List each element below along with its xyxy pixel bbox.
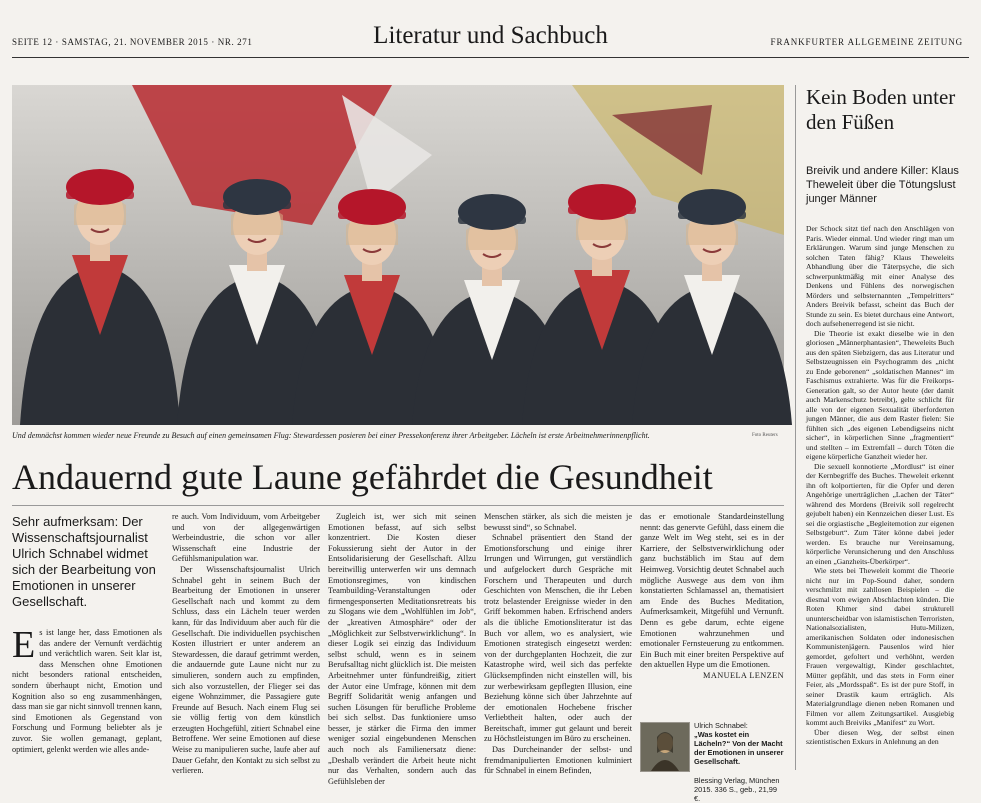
hat-icon [223,179,291,215]
column-2-para-2: Der Wissenschaftsjournalist Ulrich Schnabel geht in seinem Buch der Bearbeitung der Emotionen in unserer Gesellschaft nach und kommt zu dem Schluss, dass ein Lächeln teuer werden kann, für das Individuum aber auch für die Gesellschaft. Die individuellen psychischen Kosten illustriert er unter anderem an Stewardessen, die darauf getrimmt werden, die andauernde gute Laune nicht nur zu simulieren, sondern auch zu empfinden, sich also vorzustellen, der Flieger sei das eigene Wohnzimmer, die Passagiere gute Freunde auf Besuch. Nach einem Flug sei sie völlig fertig von dem künstlich erzeugten Hochgefühl, zitiert Schnabel eine Betroffene. Wer seine Emotionen auf diese Weise zu manipulieren suche, laufe aber auf Dauer Gefahr, den Kontakt zu sich selbst zu verlieren. [172,564,320,776]
hat-icon [458,194,526,230]
hat-icon [338,189,406,225]
side-para-1: Der Schock sitzt tief nach den Anschlägen von Paris. Wieder einmal. Und wieder ringt man um Erklärungen. Warum sind junge Menschen zu solchen Taten fähig? Klaus Theweleits Abhandlung über die Täterpsyche, die sich schwerpunktmäßig mit einer Analyse des Denkens und Fühlens des norwegischen Mörders und selbsternannten „Tempelritters“ Anders Breivik befasst, scheint das Buch der Stunde zu sein. Es bietet durchaus eine Antwort, doch aufsehenerregend ist sie nicht. [806,224,954,328]
article-column-1 [12,624,162,770]
photo-credit: Foto Reuters [752,433,778,438]
column-3-para: Zugleich ist, wer sich mit seinen Emotionen befasst, auf sich selbst konzentriert. Die Kosten dieser Fokussierung sieht der Autor in der Entsolidarisierung der Gesellschaft. Allzu bereitwillig unterwerfen wir uns demnach Emotionsregimes, von kindischen Teambuilding-Veranstaltungen oder firmengesponserten Meditationsretreats bis zu Slogans wie dem „Wohlfühlen im Job“, der „kreativen Atmosphäre“ oder der „Möglichkeit zur Selbstverwirklichung“. In dieser Logik sei einzig das Individuum selbst schuld, wenn es in seinem Berufsalltag nicht glücklich ist. Die meisten Arbeitnehmer unter fünfundreißig, zitiert der Autor eine Umfrage, können mit dem Begriff Solidarität wenig anfangen und suchen Lösungen für berufliche Probleme bei sich selbst. Das funktioniere umso besser, je stärker die Firma den immer weniger sozial eingebundenen Menschen auch noch als Familienersatz diene: „Deshalb verändert die Arbeit heute nicht nur das Verhalten, sondern auch das Gefühlsleben der [328,512,476,786]
drop-cap: E [12,624,36,666]
side-para-3: Die sexuell konnotierte „Mordlust“ ist einer der Kernbegriffe des Buches. Theweleit erkennt ihn oft kolportierten, für die Opfer und deren Angehörige unerträglichen „Lachen der Täter“ während des Mordens (Breivik soll regelrecht gejubelt haben) ein Kennzeichen dieser Lust. Es sei die orgiastische „Begleitemotion zur eigenen Selbstgeburt“. Zum Täter könne dabei jeder werden. Es brauche nur Vereinsamung, körperliche Verunsicherung und den Anschluss an einen „Ganzheits-Überkörper“. [806,461,954,566]
header-rule [12,57,969,58]
headline-rule [12,505,784,506]
column-4-para-2: Schnabel präsentiert den Stand der Emotionsforschung und einige ihrer Irrungen und Wirrungen, gut verständlich und aufgelockert durch Gespräche mit Forschern und Therapeuten und durch Geschichten von Menschen, die ihr Leben trotz belastender Ereignisse wieder in den Griff bekommen haben. Erfrischend anders als die übliche Emotionsliteratur ist das Buch vor allem, wo es analysiert, wie Emotionen strategisch eingesetzt werden: von der durchgeplanten Hochzeit, die zur Katastrophe wird, weil sich das perfekte Glücksempfinden nicht einstellen will, bis zur werbewirksam gepflegten Illusion, eine Beziehung könne sich über Jahrzehnte auf der emotionalen Hochebene frischer Verliebtheit halten, oder auch der Bereitschaft, immer gut gelaunt und bereit zu Höchstleistungen im Büro zu erscheinen. [484,533,632,744]
column-5-para: das er emotionale Standardeinstellung nennt: das genervte Gefühl, dass einem die ganze Welt im Weg steht, sei es in der Karriere, der Selbstverwirklichung oder ganz buchstäblich im Stau auf dem Heimweg. Vorsichtig deutet Schnabel auch mögliche Auswege aus dem von ihm konstatierten Schlamassel an, thematisiert am Ende des Buches Meditation, Aufmerksamkeit, Mitgefühl und Vernunft. Denn es gebe darum, echte eigene Emotionen wahrzunehmen und emotionaler Fernsteuerung zu entkommen. Ein Buch mit einer breiten Perspektive auf den aktuellen Hype um die Emotionen. [640,512,784,670]
side-para-2: Die Theorie ist exakt dieselbe wie in den gloriosen „Männerphantasien“, Theweleits Buch aus den späten Siebzigern, das aus Literatur und Selbstzeugnissen ein Psychogramm des „nicht zu Ende geborenen“ „soldatischen Mannes“ im Faschismus extrahierte. Was für die Freikorps-Generation galt, so der Autor heute (der damit auch Markenschutz betreibt), gelte schlicht für alle von der eigenen Sexualität überforderten jungen Männer, die aus dem Raster fielen: Sie fühlten sich „des eigenen Lebendigseins nicht sicher“, in körperlichen Sinne „fragmentiert“ und stellten – im Extremfall – durch Töten die eigene körperliche Ganzheit wieder her. [806,328,954,461]
article-photo [12,85,784,425]
side-article-body [806,224,954,770]
column-4-para-3: Das Durcheinander der selbst- und fremdmanipulierten Emotionen kulminiert für Schnabel in einem Befinden, [484,745,632,776]
article-headline: Andauernd gute Laune gefährdet die Gesundheit [12,457,713,497]
stewardesses-illustration [12,85,784,425]
article-column-5 [640,512,784,718]
hat-icon [66,169,134,205]
side-para-4: Wie stets bei Theweleit kommt die Theorie nicht nur im Pop-Sound daher, sondern verschmilzt mit zahllosen Beispielen – die diesmal vom ewigen Abschlachten künden. Die Roten Khmer sind dabei strukturell ununterscheidbar von islamistischen Terroristen, Nationalsozialisten, Hutu-Milizen, amerikanischen Soldaten oder indonesischen Kommunistenjägern. Pausenlos wird hier gemordet, gefoltert und verhöhnt, werden Frauen vergewaltigt, Kinder geschlachtet, Mütter gepfählt, und das stets in Form einer Feier, als „Mordsspaß“. Es ist der pure Stoff, in seiner Drastik kaum erträglich. Als Materialgrundlage dienen neben Romanen und Filmen vor allem Zeitungsartikel. Ausgiebig kommt auch Breiviks „Manifest“ zu Wort. [806,566,954,727]
article-column-2 [172,512,320,776]
photo-caption: Und demnächst kommen wieder neue Freunde zu Besuch auf einen gemeinsamen Flug: Stewardessen posieren bei einer Pressekonferenz ihrer Arbeitgeber. Lächeln ist erste Arbeitnehmerinnenpflicht. [12,431,650,440]
page-info: SEITE 12 · SAMSTAG, 21. NOVEMBER 2015 · NR. 271 [12,37,253,47]
book-author: Ulrich Schnabel: [694,721,748,730]
column-divider [795,85,796,770]
article-column-3 [328,512,476,786]
book-info [694,721,784,803]
article-column-4 [484,512,632,776]
section-title: Literatur und Sachbuch [373,22,608,49]
column-1-text: s ist lange her, dass Emotionen als das andere der Vernunft verdächtig und verächtlich waren. Seit klar ist, dass Menschen ohne Emotionen nicht besonders rational entscheiden, sondern überhaupt nicht, Emotion und Kognition also so eng zusammenhängen, dass man sie gar nicht sinnvoll trennen kann, sind Emotionen als Gegenstand von Forschung und Formung beliebter als je zuvor. Sie wollen gemanagt, geplant, optimiert, gelenkt werden wie alles ande- [12,628,162,754]
article-author: MANUELA LENZEN [703,670,784,680]
newspaper-name: FRANKFURTER ALLGEMEINE ZEITUNG [770,37,963,47]
hat-icon [568,184,636,220]
book-publisher: Blessing Verlag, München 2015. 336 S., geb., 21,99 €. [694,776,780,803]
column-2-para-1: re auch. Vom Individuum, vom Arbeitgeber und von der allgegenwärtigen Werbeindustrie, die schon vor aller Wissenschaft eine Industrie der Gefühlsmanipulation war. [172,512,320,564]
article-teaser: Sehr aufmerksam: Der Wissenschaftsjournalist Ulrich Schnabel widmet sich der Bearbeitung von Emotionen in unserer Gesellschaft. [12,514,156,609]
hat-icon [678,189,746,225]
mona-lisa-icon [641,723,689,771]
side-para-5: Über diesen Weg, der selbst einen szientistischen Exkurs in Anlehnung an den [806,727,954,746]
side-article-subtitle: Breivik und andere Killer: Klaus Theweleit über die Tötungslust junger Männer [806,165,959,205]
book-cover-image [640,722,690,772]
book-title: „Was kostet ein Lächeln?“ Von der Macht der Emotionen in unserer Gesellschaft. [694,730,784,766]
column-4-para-1: Menschen stärker, als sich die meisten je bewusst sind“, so Schnabel. [484,512,632,532]
side-article-headline: Kein Boden unter den Füßen [806,85,956,134]
